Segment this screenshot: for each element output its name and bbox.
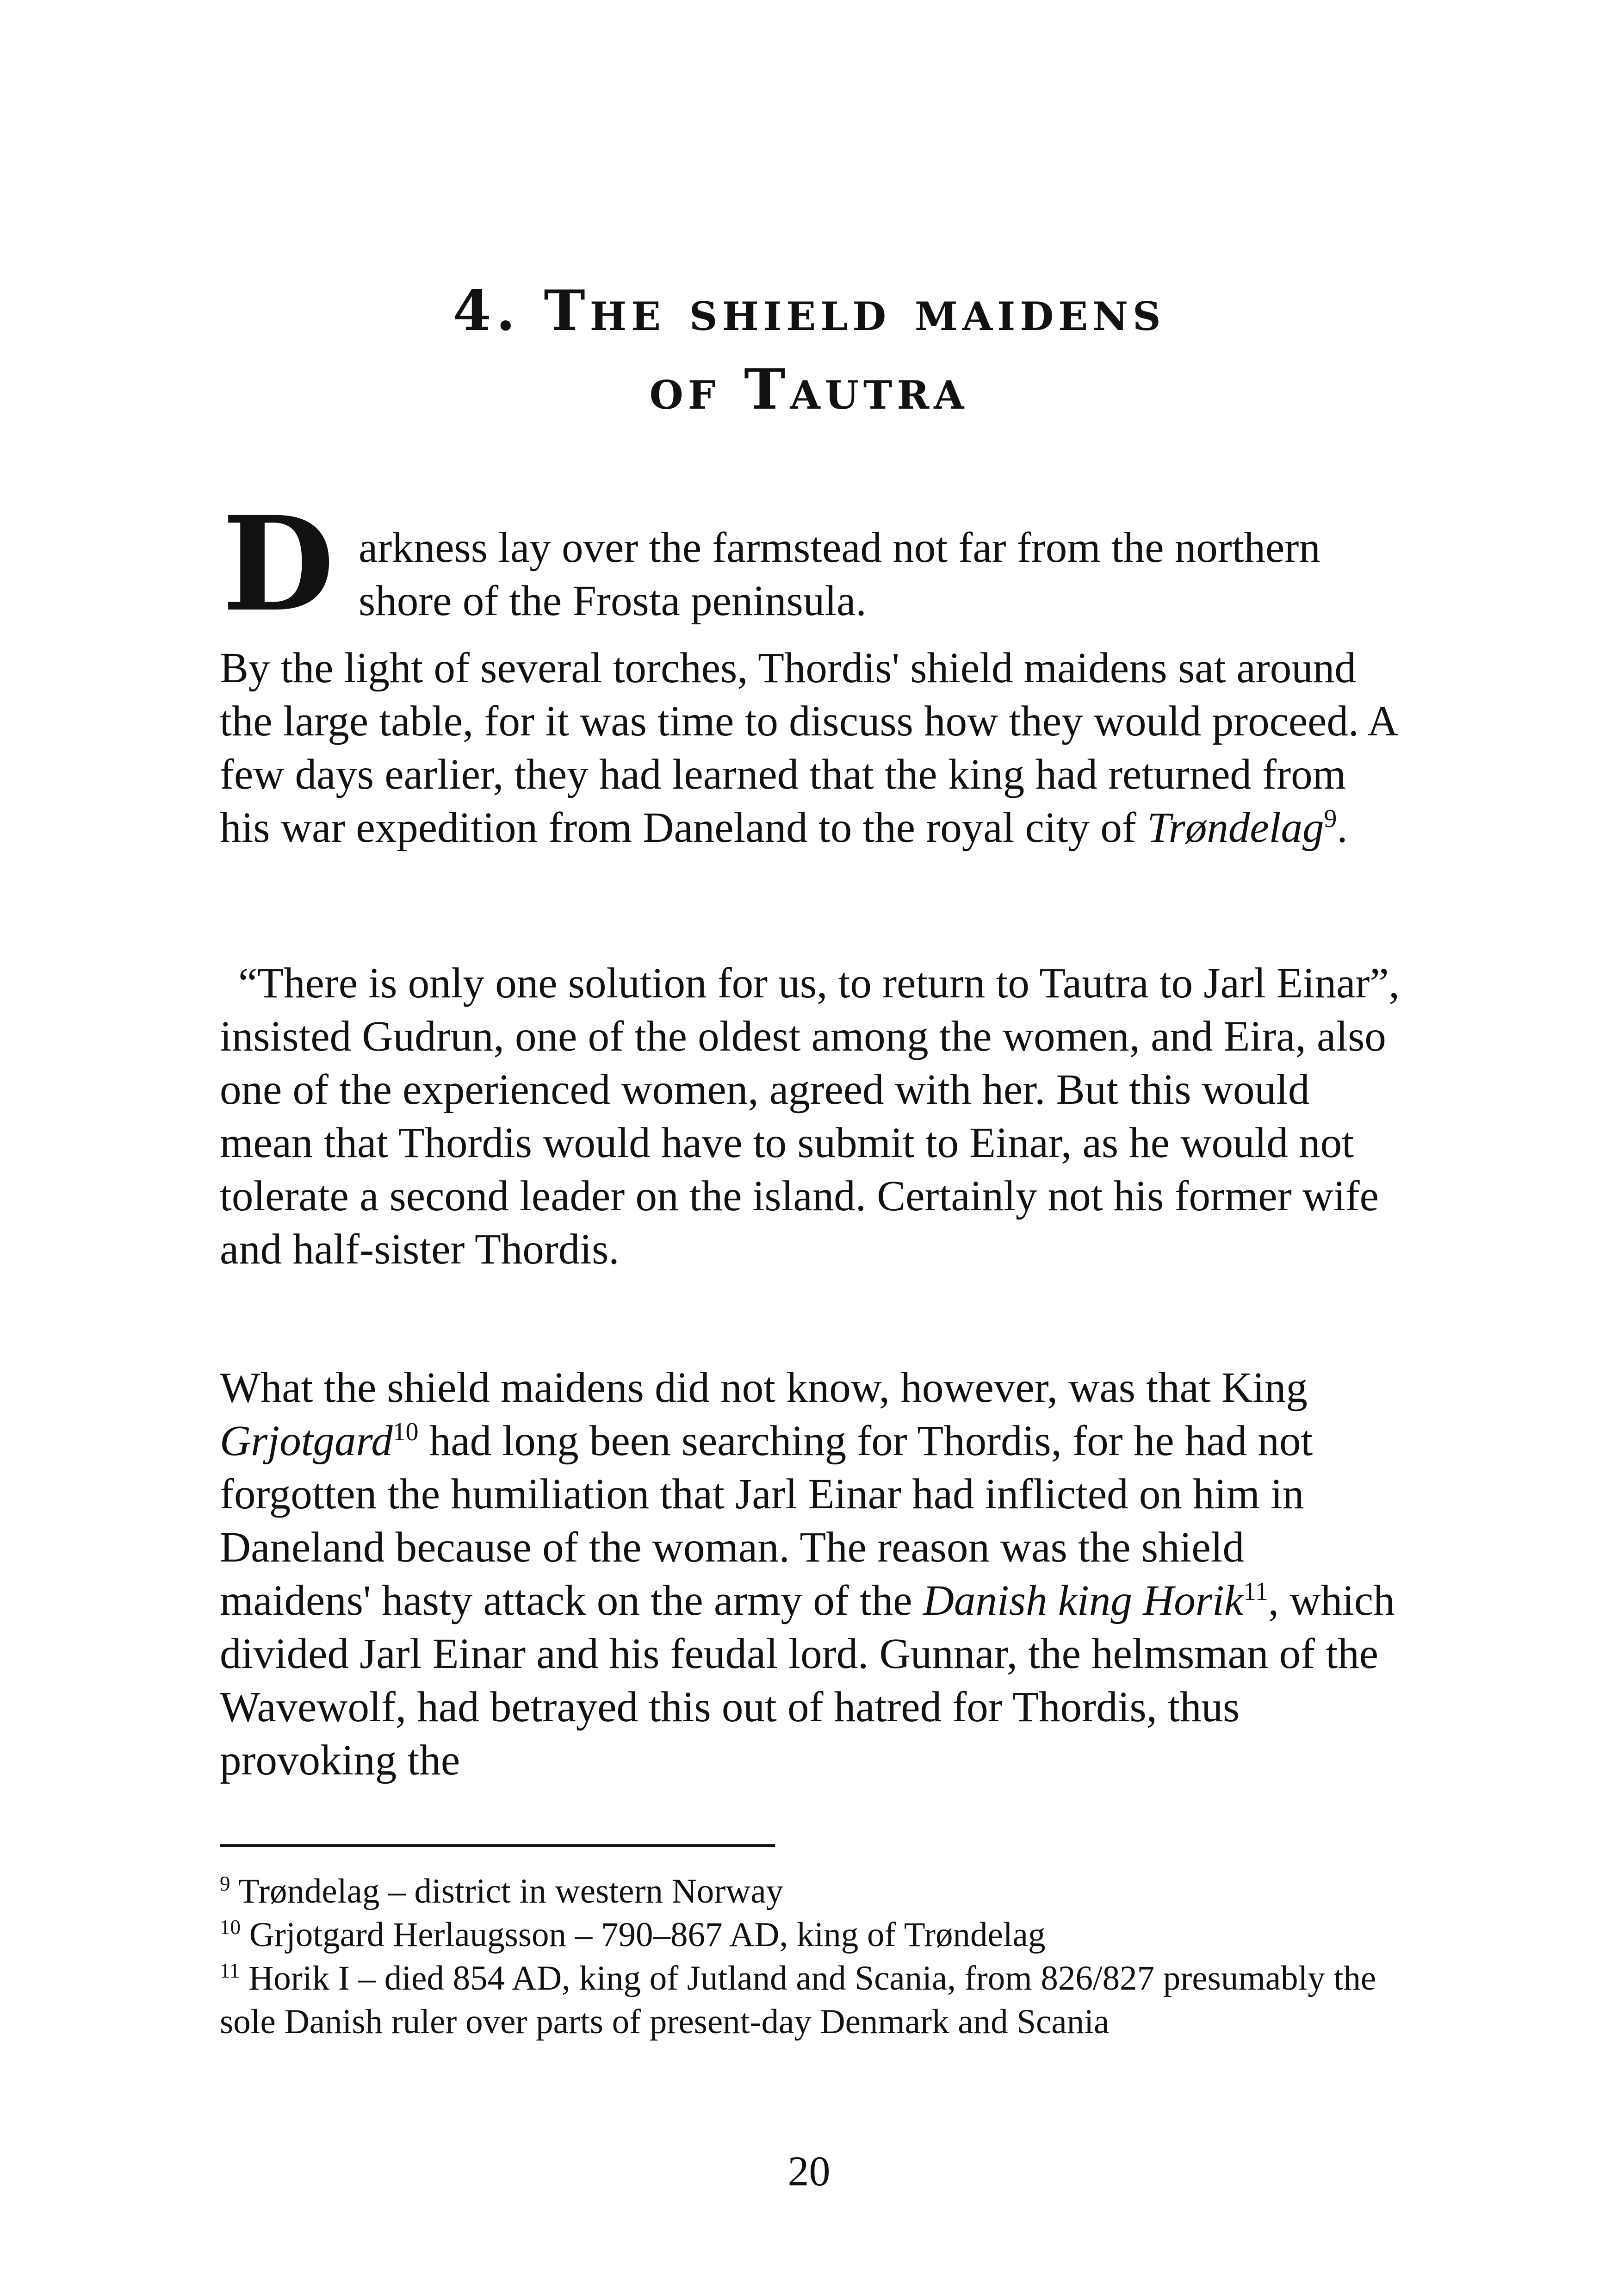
- footnote-number: 10: [220, 1916, 241, 1939]
- italic-term-trondelag: Trøndelag: [1147, 804, 1324, 852]
- footnote: [220, 1957, 1404, 2044]
- paragraph-1-body: [220, 641, 1404, 854]
- footnote-text: Horik I – died 854 AD, king of Jutland and Scania, from 826/827 presumably the sole Danish ruler over parts of present-day Denmark and Scania: [220, 1959, 1376, 2041]
- paragraph-3: [220, 1361, 1404, 1787]
- footnote-text: Trøndelag – district in western Norway: [230, 1872, 784, 1910]
- paragraph-2: [220, 957, 1404, 1276]
- footnote-ref-9: 9: [1324, 804, 1337, 833]
- paragraph-1: [220, 521, 1404, 854]
- footnote-separator: [220, 1844, 775, 1847]
- paragraph-1-opening: arkness lay over the farmstead not far from the northern shore of the Frosta peninsula.: [359, 524, 1320, 625]
- paragraph-3-part-3: , which divided Jarl Einar and his feudal lord. Gunnar, the helmsman of the Wavewolf, had betrayed this out of hatred for Thordis, thus provoking the: [220, 1577, 1395, 1784]
- footnote-ref-11: 11: [1243, 1577, 1268, 1606]
- footnote-number: 9: [220, 1872, 230, 1895]
- paragraph-3-part-2: had long been searching for Thordis, for he had not forgotten the humiliation that Jarl Einar had inflicted on him in Daneland because of the woman. The reason was the shield maidens' hasty attack on the army of the: [220, 1417, 1313, 1624]
- footnote-number: 11: [220, 1959, 240, 1982]
- italic-term-danish-king-horik: Danish king Horik: [923, 1577, 1244, 1624]
- footnote: [220, 1870, 1404, 1913]
- italic-term-grjotgard: Grjotgard: [220, 1417, 393, 1465]
- chapter-title-line-1: 4. The shield maidens: [453, 278, 1165, 343]
- footnote-ref-10: 10: [392, 1418, 419, 1446]
- paragraph-1-end: .: [1337, 804, 1348, 852]
- page-number: 20: [787, 2147, 831, 2195]
- footnotes: [220, 1870, 1404, 2044]
- paragraph-1-text: By the light of several torches, Thordis' shield maidens sat around the large table, for it was time to discuss how they would proceed. A few days earlier, they had learned that the king had returned from his war expedition from Daneland to the royal city of: [220, 644, 1396, 852]
- footnote: [220, 1913, 1404, 1957]
- footnote-text: Grjotgard Herlaugsson – 790–867 AD, king of Trøndelag: [241, 1916, 1046, 1954]
- paragraph-3-part-1: What the shield maidens did not know, however, was that King: [220, 1364, 1308, 1412]
- drop-cap: D: [222, 488, 335, 641]
- paragraph-2-text: “There is only one solution for us, to return to Tautra to Jarl Einar”, insisted Gudrun, one of the oldest among the women, and Eira, also one of the experienced women, agreed with her. But this would mean that Thordis would have to submit to Einar, as he would not tolerate a second leader on the island. Certainly not his former wife and half-sister Thordis.: [220, 959, 1400, 1273]
- chapter-title-line-2: of Tautra: [649, 357, 969, 422]
